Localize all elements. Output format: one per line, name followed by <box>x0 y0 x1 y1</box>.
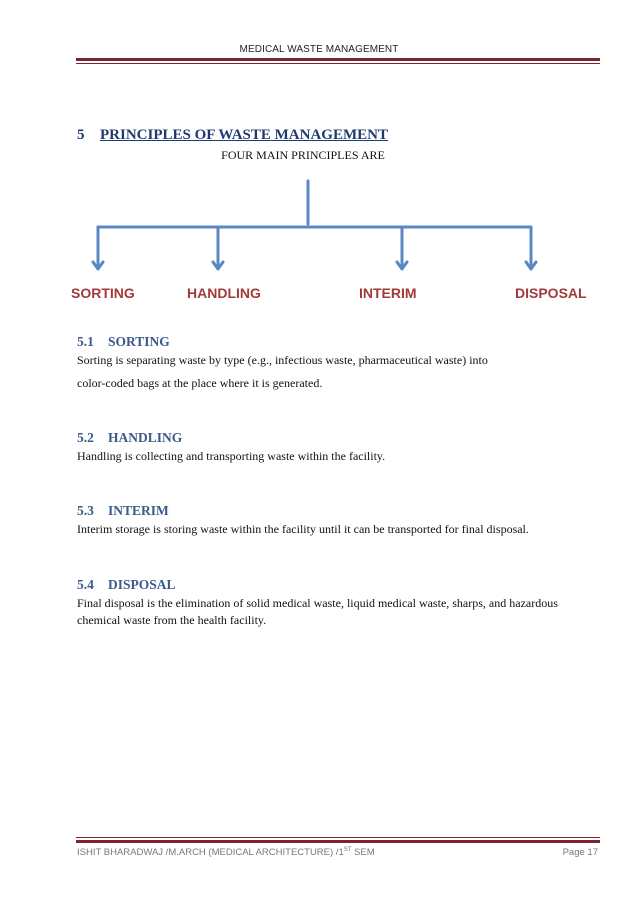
subsection-number: 5.4 <box>77 577 94 592</box>
subsection-heading-handling <box>77 430 182 446</box>
footer-author-text: ISHIT BHARADWAJ /M.ARCH (MEDICAL ARCHITECTURE) /1 <box>77 847 344 859</box>
section-title: PRINCIPLES OF WASTE MANAGEMENT <box>100 127 388 143</box>
paragraph-interim: Interim storage is storing waste within the facility until it can be transported for final disposal. <box>77 522 529 536</box>
footer-author-sup: ST <box>343 847 352 853</box>
footer-rule-thick <box>76 840 600 843</box>
subsection-number: 5.2 <box>77 430 94 445</box>
subsection-heading-sorting <box>77 334 170 350</box>
header-title: MEDICAL WASTE MANAGEMENT <box>239 44 399 55</box>
footer-page-number: Page 17 <box>562 847 598 858</box>
label-disposal: DISPOSAL <box>515 285 587 301</box>
subsection-heading-disposal <box>77 577 176 593</box>
subsection-heading-interim <box>77 503 169 519</box>
label-handling: HANDLING <box>187 285 261 301</box>
footer-author-end: SEM <box>351 847 375 859</box>
subsection-title: DISPOSAL <box>108 577 176 592</box>
paragraph-disposal-line-1: Final disposal is the elimination of solid medical waste, liquid medical waste, sharps, and hazardous <box>77 596 558 610</box>
paragraph-sorting-line-2: color-coded bags at the place where it is generated. <box>77 376 323 390</box>
section-number: 5 <box>77 127 85 143</box>
paragraph-sorting-line-1: Sorting is separating waste by type (e.g., infectious waste, pharmaceutical waste) into <box>77 353 488 367</box>
subsection-number: 5.1 <box>77 334 94 349</box>
subsection-title: HANDLING <box>108 430 183 445</box>
footer-author <box>77 847 375 858</box>
section-subtitle: FOUR MAIN PRINCIPLES ARE <box>221 148 385 162</box>
label-sorting: SORTING <box>71 285 135 301</box>
paragraph-disposal-line-2: chemical waste from the health facility. <box>77 613 267 627</box>
footer-rule-thin <box>76 837 600 838</box>
subsection-number: 5.3 <box>77 503 94 518</box>
subsection-title: INTERIM <box>108 503 169 518</box>
paragraph-handling: Handling is collecting and transporting waste within the facility. <box>77 449 386 463</box>
subsection-title: SORTING <box>108 334 170 349</box>
label-interim: INTERIM <box>359 285 417 301</box>
